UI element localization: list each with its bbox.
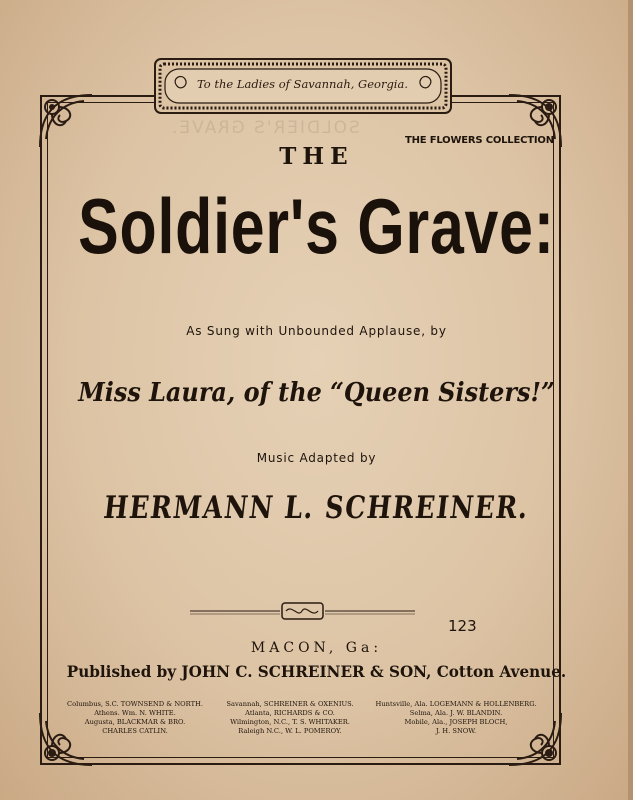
agents-column-3: [375, 700, 537, 736]
publication-place: MACON, Ga:: [250, 640, 383, 656]
agent-line: Columbus, S.C. TOWNSEND & NORTH.: [66, 700, 204, 708]
dedication-text: To the Ladies of Savannah, Georgia.: [196, 77, 408, 91]
title-article: THE: [279, 143, 354, 170]
publisher-line: Published by JOHN C. SCHREINER & SON, Cotton Avenue.: [66, 662, 567, 681]
agent-line: Selma, Ala. J. W. BLANDIN.: [409, 709, 503, 717]
performance-line: As Sung with Unbounded Applause, by: [186, 324, 447, 338]
plate-number: 123: [448, 617, 477, 635]
arranger-line: Music Adapted by: [256, 451, 377, 465]
performer-name: Miss Laura, of the “Queen Sisters!”: [78, 378, 555, 408]
show-through-text: SOLDIER'S GRAVE.: [170, 118, 360, 138]
agents-column-1: [60, 700, 210, 736]
agent-line: Huntsville, Ala. LOGEMANN & HOLLENBERG.: [375, 700, 537, 708]
song-title: Soldier's Grave:: [78, 182, 555, 270]
collection-stamp: THE FLOWERS COLLECTION: [405, 135, 554, 146]
agent-line: CHARLES CATLIN.: [102, 727, 168, 735]
agent-line: Mobile, Ala., JOSEPH BLOCH,: [404, 718, 508, 726]
agent-line: Atlanta, RICHARDS & CO.: [245, 709, 335, 717]
page-edge: [628, 0, 633, 800]
agent-line: Augusta, BLACKMAR & BRO.: [84, 718, 186, 726]
composer-name: HERMANN L. SCHREINER.: [101, 490, 532, 526]
agent-line: Raleigh N.C., W. L. POMEROY.: [238, 727, 342, 735]
agent-line: Savannah, SCHREINER & OXENIUS.: [226, 700, 354, 708]
agent-line: Wilmington, N.C., T. S. WHITAKER.: [230, 718, 350, 726]
agent-line: J. H. SNOW.: [435, 727, 477, 735]
agent-line: Athens. Wm. N. WHITE.: [94, 709, 176, 717]
agents-column-2: [215, 700, 365, 736]
ornamental-divider: [190, 600, 415, 622]
